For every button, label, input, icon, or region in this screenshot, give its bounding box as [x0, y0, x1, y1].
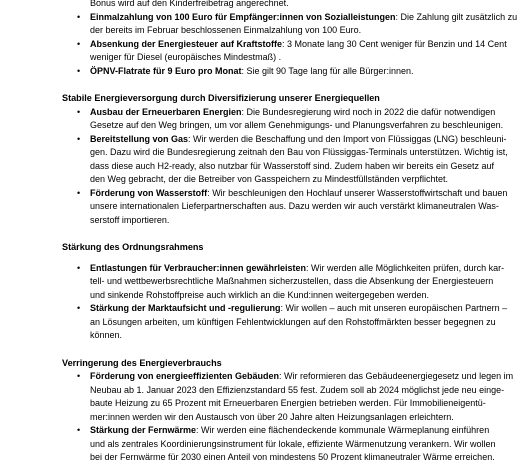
item-term: Förderung von Wasserstoff [90, 187, 208, 198]
item-term: Förderung von energieeffizienten Gebäuden [90, 371, 280, 381]
list-item [0, 133, 508, 187]
list-item [0, 106, 504, 133]
regulation-list [0, 262, 508, 343]
item-term: Bereitstellung von Gas [90, 133, 189, 144]
item-line: und sinkende Rohstoffpreise auch wirklich an die Kund:innen weitergegeben werden. [90, 289, 430, 300]
item-line: Neubau ab 1. Januar 2023 den Effizienzstandard 55 fest. Zudem soll ab 2024 möglichst jede neu einge- [90, 384, 505, 395]
item-line [90, 424, 490, 438]
item-line: der bereits im Februar beschlossenen Einmalzahlung von 100 Euro. [90, 25, 362, 35]
list-item [0, 370, 514, 424]
item-line: unsere internationalen Lieferpartnerschaften aus. Dazu werden wir auch verstärkt klimaneutralen Was- [90, 201, 499, 211]
item-line [90, 262, 505, 276]
item-line: den Weg gebracht, der die Betreiber von Gasspeichern zu Mindestfüllständen verpflichtet. [90, 174, 449, 184]
item-line [90, 302, 508, 316]
list-item [0, 262, 505, 303]
item-line: und als zentrales Koordinierungsinstrument für lokale, effiziente Wärmenutzung verankern. Wir wollen [90, 438, 496, 449]
list-item [0, 11, 517, 38]
item-term: Ausbau der Erneuerbaren Energien [90, 106, 242, 117]
item-line: können. [90, 330, 123, 340]
item-line [90, 11, 517, 25]
item-line: Bonus wird auf den Kinderfreibetrag angerechnet. [90, 0, 289, 8]
item-term: Absenkung der Energiesteuer auf Kraftstoffe [90, 38, 283, 49]
item-text: : 3 Monate lang 30 Cent weniger für Benzin und 14 Cent [282, 38, 507, 49]
section-spacer [0, 227, 495, 241]
item-text: : Wir beschleunigen den Hochlauf unserer Wasserstoffwirtschaft und bauen [207, 187, 508, 198]
item-text: : Wir wollen – auch mit unseren europäischen Partnern – [280, 303, 508, 313]
bullet-icon: • [77, 11, 81, 22]
list-item [0, 302, 508, 343]
item-line: baute Heizung zu 65 Prozent mit Erneuerbaren Energien betrieben werden. Für Immobilieneigentü- [90, 398, 486, 408]
item-text: : Wir reformieren das Gebäudeenergiegesetz und legen im [279, 371, 514, 381]
item-line: mer:innen werden wir den Austausch von über 20 Jahre alten Heizungsanlagen erleichtern. [90, 411, 454, 422]
item-line: dass diese auch H2-ready, also nutzbar für Wasserstoff sind. Zudem haben wir bereits ein Gesetz auf [90, 160, 495, 171]
item-line: bei der Fernwärme für 2030 einen Anteil von mindestens 50 Prozent klimaneutraler Wärme erreichen. [90, 452, 495, 462]
item-term: Entlastungen für Verbraucher:innen gewährleisten [90, 262, 307, 273]
section-heading: Verringerung des Energieverbrauchs [62, 357, 222, 368]
list-item [0, 0, 495, 11]
item-text: : Die Zahlung gilt zusätzlich zu [395, 11, 517, 22]
list-item [0, 187, 508, 228]
heading-spacer [0, 255, 495, 262]
section-spacer [0, 78, 495, 92]
bullet-icon: • [77, 65, 81, 76]
bullet-icon: • [77, 106, 81, 117]
list-item [0, 38, 507, 65]
item-line [90, 133, 507, 147]
bullet-icon: • [77, 371, 81, 381]
item-text: : Wir werden alle Möglichkeiten prüfen, durch kar- [306, 262, 505, 273]
item-line: serstoff importieren. [90, 214, 170, 225]
item-line [90, 370, 514, 384]
item-text: : Die Bundesregierung wird noch in 2022 die dafür notwendigen [241, 106, 496, 117]
item-text: : Wir werden eine flächendeckende kommunale Wärmeplanung einführen [196, 425, 490, 435]
item-line: tell- und wettbewerbsrechtliche Maßnahmen sicherzustellen, dass die Absenkung der Energiesteuern [90, 276, 494, 286]
item-line: gen. Dazu wird die Bundesregierung zeitnah den Bau von Flüssiggas-Terminals unterstützen. Wichtig ist, [90, 147, 508, 157]
item-line [90, 38, 507, 52]
item-line [90, 106, 496, 120]
bullet-icon: • [77, 133, 81, 144]
consumption-list [0, 370, 514, 465]
item-line: Gesetze auf den Weg bringen, um vor allem Genehmigungs- und Planungsverfahren zu beschleunigen. [90, 120, 504, 130]
relief-list [0, 0, 517, 78]
list-item [0, 65, 495, 79]
item-term: Stärkung der Fernwärme [90, 425, 197, 435]
item-term: Stärkung der Marktaufsicht und -regulierung [90, 303, 281, 313]
bullet-icon: • [77, 38, 81, 49]
item-term: Einmalzahlung von 100 Euro für Empfänger:innen von Sozialleistungen [90, 11, 396, 22]
item-line [90, 65, 443, 79]
section-heading: Stärkung des Ordnungsrahmens [62, 242, 204, 252]
bullet-icon: • [77, 425, 81, 435]
list-item [0, 424, 495, 465]
item-line [90, 187, 508, 201]
item-text: : Wir werden die Beschaffung und den Import von Flüssiggas (LNG) beschleuni- [188, 133, 507, 144]
item-text: : Sie gilt 90 Tage lang für alle Bürger:innen. [241, 65, 414, 76]
bullet-icon: • [77, 262, 81, 273]
bullet-icon: • [77, 187, 81, 198]
bullet-icon: • [77, 303, 81, 313]
item-term: ÖPNV-Flatrate für 9 Euro pro Monat [90, 65, 242, 76]
energy-supply-list [0, 106, 508, 228]
item-line: an Lösungen arbeiten, um künftigen Fehlentwicklungen auf den Rohstoffmärkten besser begegnen zu [90, 316, 496, 327]
section-spacer [0, 343, 495, 357]
item-line: weniger für Diesel (europäisches Mindestmaß) . [90, 52, 282, 62]
section-heading: Stabile Energieversorgung durch Diversifizierung unserer Energiequellen [62, 93, 380, 103]
